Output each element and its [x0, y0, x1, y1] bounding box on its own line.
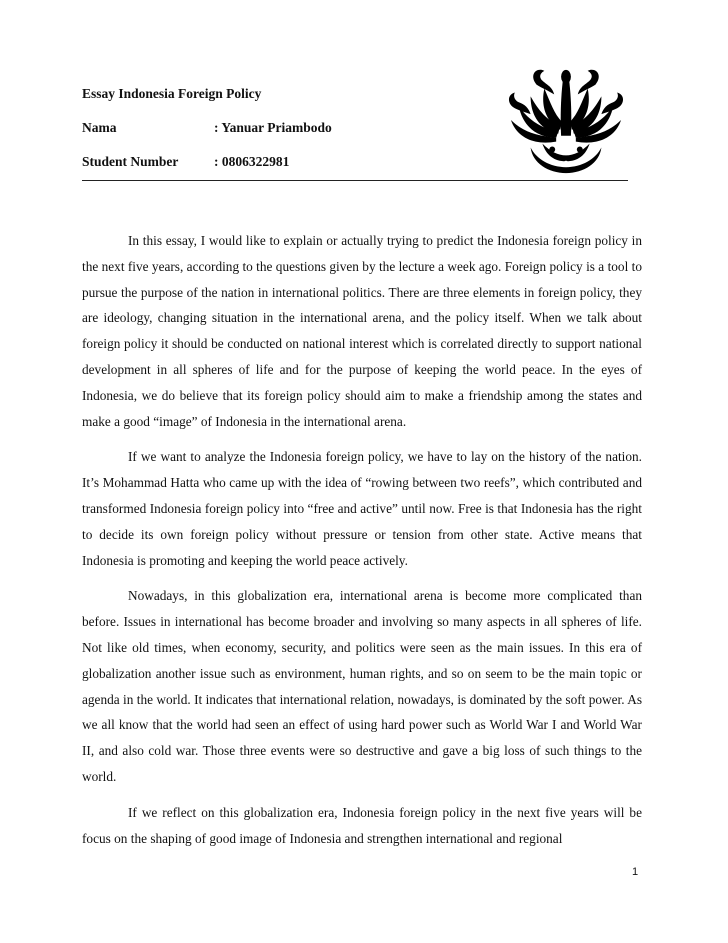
makara-university-emblem-icon: [507, 64, 625, 176]
name-value: : Yanuar Priambodo: [214, 120, 332, 135]
paragraph-1: In this essay, I would like to explain or actually trying to predict the Indonesia foreign policy in the next five years, according to the questions given by the lecture a week ago. Foreign policy is a tool to pursue the purpose of the nation in international politics. There are three elements in foreign policy, they are ideology, changing situation in the international arena, and the policy itself. When we talk about foreign policy it should be conducted on national interest which is correlated directly to support national development in all spheres of life and for the purpose of keeping the world peace. In the eyes of Indonesia, we do believe that its foreign policy should aim to make a friendship among the states and make a good “image” of Indonesia in the international arena.: [82, 233, 642, 429]
essay-body: [82, 228, 642, 861]
paragraph-4: If we reflect on this globalization era, Indonesia foreign policy in the next five years will be focus on the shaping of good image of Indonesia and strengthen international and regional: [82, 804, 642, 846]
paragraph-3: Nowadays, in this globalization era, international arena is become more complicated than before. Issues in international has become broader and involving so many aspects in all spheres of life. Not like old times, when economy, security, and politics were seen as the main issues. In this era of globalization another issue such as environment, human rights, and so on seem to be the main topic or agenda in the world. It indicates that international relation, nowadays, is dominated by the soft power. As we all know that the world had seen an effect of using hard power such as World War I and World War II, and also cold war. Those three events were so destructive and gave a big loss of such things to the world.: [82, 588, 642, 784]
header-divider: [82, 180, 628, 181]
student-number-value: : 0806322981: [214, 154, 290, 169]
paragraph-2: If we want to analyze the Indonesia foreign policy, we have to lay on the history of the nation. It’s Mohammad Hatta who came up with the idea of “rowing between two reefs”, which contributed and transformed Indonesia foreign policy into “free and active” until now. Free is that Indonesia has the right to decide its own foreign policy without pressure or tension from other state. Active means that Indonesia is promoting and keeping the world peace actively.: [82, 449, 642, 568]
page-number: 1: [632, 866, 639, 878]
essay-title: Essay Indonesia Foreign Policy: [82, 86, 262, 101]
name-label: Nama: [82, 120, 117, 135]
student-number-label: Student Number: [82, 154, 179, 169]
